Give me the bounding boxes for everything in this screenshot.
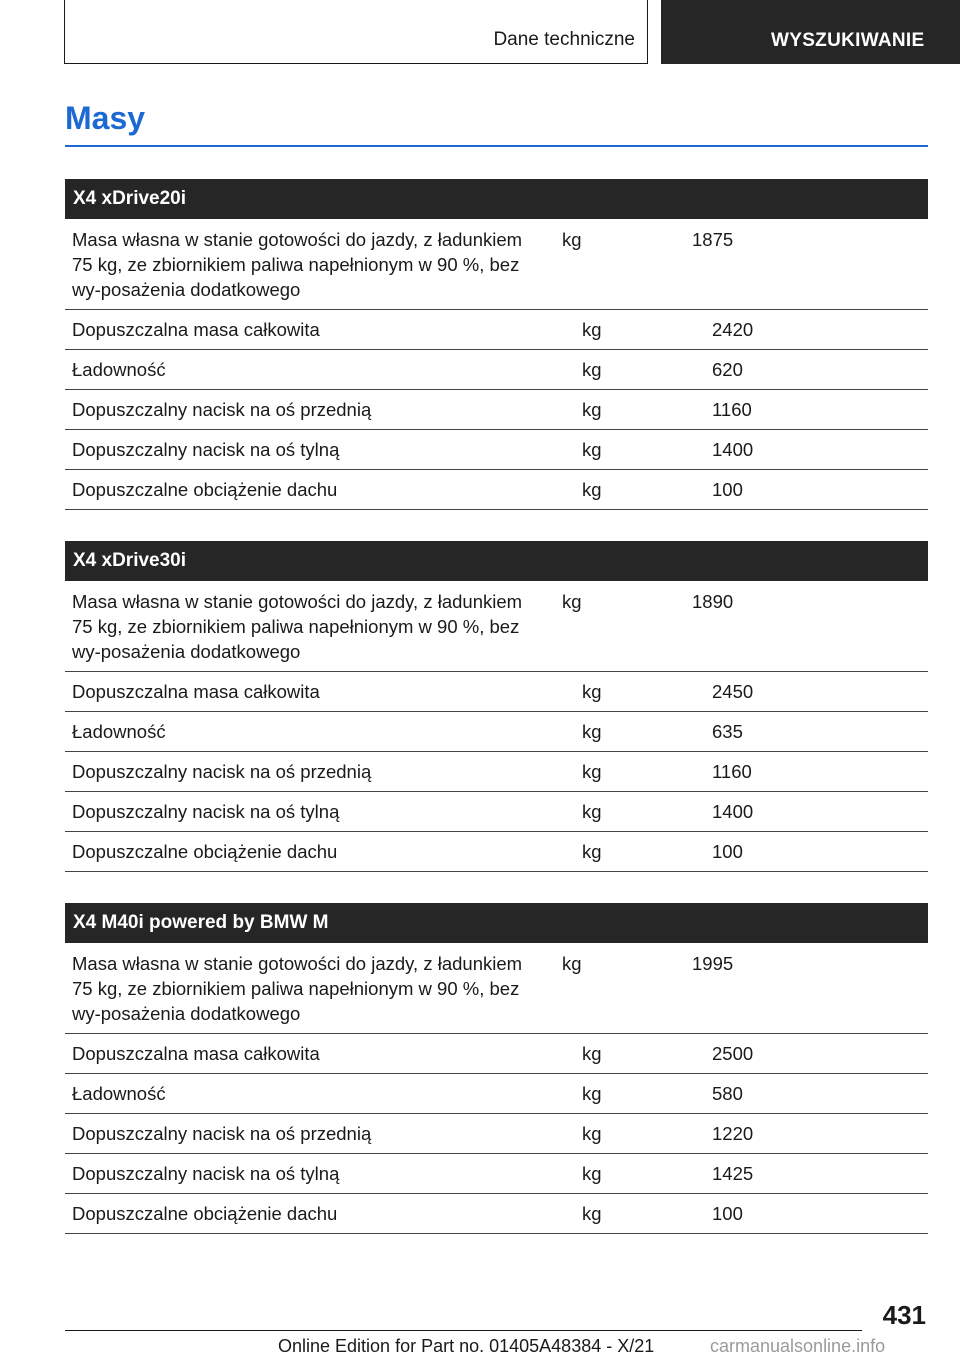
table-row <box>65 390 928 430</box>
row-value: 620 <box>712 359 743 380</box>
row-label: Ładowność <box>72 359 166 380</box>
table-row <box>65 1034 928 1074</box>
table-row <box>65 1074 928 1114</box>
row-value: 1160 <box>712 399 752 420</box>
row-label: Ładowność <box>72 1083 166 1104</box>
row-unit: kg <box>582 1043 602 1064</box>
row-label: Dopuszczalne obciążenie dachu <box>72 1203 338 1224</box>
watermark: carmanualsonline.info <box>710 1336 886 1356</box>
page-number: 431 <box>882 1300 926 1330</box>
row-label: Dopuszczalne obciążenie dachu <box>72 479 338 500</box>
row-label: Dopuszczalny nacisk na oś tylną <box>72 439 340 460</box>
row-label: Dopuszczalna masa całkowita <box>72 319 320 340</box>
footer-divider <box>65 1330 862 1331</box>
table-row <box>65 310 928 350</box>
spec-table-xdrive20i <box>65 179 928 510</box>
row-label: Dopuszczalna masa całkowita <box>72 681 320 702</box>
page-title: Masy <box>65 100 146 136</box>
table-heading: X4 M40i powered by BMW M <box>65 903 928 943</box>
row-value: 100 <box>712 841 743 862</box>
row-unit: kg <box>562 229 582 250</box>
row-value: 1160 <box>712 761 752 782</box>
row-unit: kg <box>582 319 602 340</box>
table-row <box>65 832 928 872</box>
table-row <box>65 350 928 390</box>
row-label: Ładowność <box>72 721 166 742</box>
table-row <box>65 712 928 752</box>
row-unit: kg <box>562 953 582 974</box>
spec-tables <box>65 179 928 1265</box>
row-label: Dopuszczalny nacisk na oś tylną <box>72 801 340 822</box>
spec-table-m40i <box>65 903 928 1234</box>
row-label: Dopuszczalny nacisk na oś przednią <box>72 399 372 420</box>
row-unit: kg <box>582 439 602 460</box>
row-value: 1995 <box>692 953 734 974</box>
row-value: 1425 <box>712 1163 754 1184</box>
table-row <box>65 1194 928 1234</box>
row-value: 2500 <box>712 1043 754 1064</box>
table-row <box>65 470 928 510</box>
table-heading: X4 xDrive30i <box>65 541 928 581</box>
table-row <box>65 792 928 832</box>
section-tab-label: Dane techniczne <box>493 29 635 50</box>
table-row <box>65 1114 928 1154</box>
row-unit: kg <box>582 681 602 702</box>
row-unit: kg <box>582 761 602 782</box>
footer-edition: Online Edition for Part no. 01405A48384 - X/21 <box>278 1336 655 1356</box>
row-label: Masa własna w stanie gotowości do jazdy, z ładunkiem 75 kg, ze zbiornikiem paliwa napełnionym w 90 %, bez wy-posażenia dodatkowego <box>72 591 523 662</box>
row-unit: kg <box>582 1083 602 1104</box>
row-label: Dopuszczalna masa całkowita <box>72 1043 320 1064</box>
row-value: 580 <box>712 1083 743 1104</box>
row-unit: kg <box>582 1203 602 1224</box>
table-heading: X4 xDrive20i <box>65 179 928 219</box>
row-label: Dopuszczalny nacisk na oś przednią <box>72 1123 372 1144</box>
row-label: Dopuszczalny nacisk na oś tylną <box>72 1163 340 1184</box>
table-row <box>65 430 928 470</box>
spec-table-xdrive30i <box>65 541 928 872</box>
search-button-label: WYSZUKIWANIE <box>771 30 925 51</box>
row-label: Masa własna w stanie gotowości do jazdy, z ładunkiem 75 kg, ze zbiornikiem paliwa napełnionym w 90 %, bez wy-posażenia dodatkowego <box>72 229 523 300</box>
table-row <box>65 672 928 712</box>
row-value: 635 <box>712 721 743 742</box>
row-unit: kg <box>582 801 602 822</box>
row-unit: kg <box>582 1163 602 1184</box>
table-row <box>65 581 928 672</box>
search-button[interactable] <box>661 0 960 64</box>
row-unit: kg <box>582 1123 602 1144</box>
row-unit: kg <box>562 591 582 612</box>
title-divider <box>65 145 928 147</box>
row-value: 2420 <box>712 319 754 340</box>
row-value: 1875 <box>692 229 734 250</box>
row-value: 1400 <box>712 439 754 460</box>
row-label: Dopuszczalny nacisk na oś przednią <box>72 761 372 782</box>
row-unit: kg <box>582 841 602 862</box>
table-row <box>65 943 928 1034</box>
row-unit: kg <box>582 399 602 420</box>
row-unit: kg <box>582 479 602 500</box>
table-row <box>65 752 928 792</box>
row-value: 2450 <box>712 681 754 702</box>
row-value: 100 <box>712 1203 743 1224</box>
row-label: Masa własna w stanie gotowości do jazdy, z ładunkiem 75 kg, ze zbiornikiem paliwa napełnionym w 90 %, bez wy-posażenia dodatkowego <box>72 953 523 1024</box>
table-row <box>65 219 928 310</box>
section-tab[interactable] <box>64 0 648 64</box>
table-row <box>65 1154 928 1194</box>
row-value: 100 <box>712 479 743 500</box>
row-value: 1890 <box>692 591 734 612</box>
row-unit: kg <box>582 359 602 380</box>
row-value: 1400 <box>712 801 754 822</box>
row-unit: kg <box>582 721 602 742</box>
row-value: 1220 <box>712 1123 754 1144</box>
row-label: Dopuszczalne obciążenie dachu <box>72 841 338 862</box>
